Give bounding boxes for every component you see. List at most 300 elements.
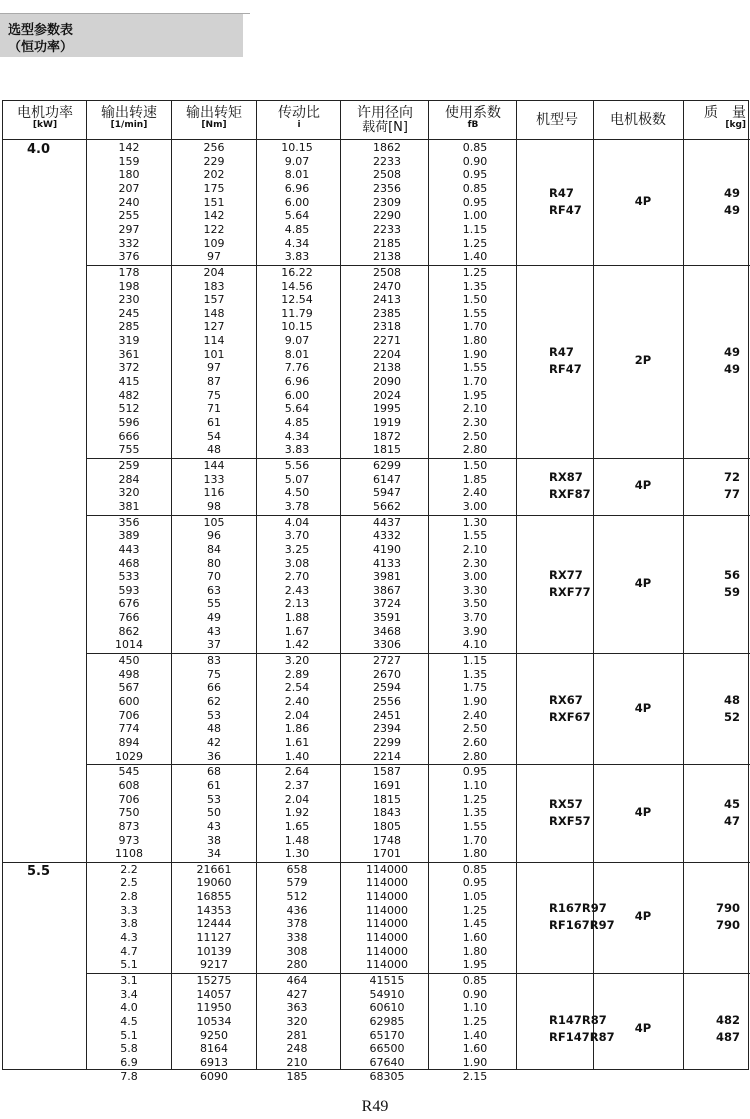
service-factor: 1.00 <box>462 209 488 223</box>
weight <box>690 1012 740 1046</box>
output-speed: 498 <box>118 667 140 681</box>
radial-load: 1815 <box>373 792 401 806</box>
output-torque: 256 <box>203 141 225 154</box>
output-torque: 49 <box>207 611 221 625</box>
radial-load: 1691 <box>373 778 401 792</box>
weight-line: 482 <box>715 1012 740 1027</box>
radial-load: 3724 <box>373 597 401 611</box>
output-speed: 255 <box>118 209 140 223</box>
radial-load: 1815 <box>373 443 401 457</box>
weight <box>690 185 740 219</box>
output-speed: 376 <box>118 250 140 264</box>
model-number <box>549 1012 615 1046</box>
output-torque: 15275 <box>196 974 232 987</box>
output-torque: 63 <box>207 583 221 597</box>
service-factor: 0.85 <box>462 141 488 154</box>
output-speed: 2.2 <box>120 862 138 876</box>
radial-load: 3468 <box>373 624 401 638</box>
service-factor: 1.35 <box>462 806 488 820</box>
output-speed: 766 <box>118 611 140 625</box>
weight <box>690 567 740 601</box>
service-factor: 1.50 <box>462 293 488 307</box>
output-torque: 61 <box>207 778 221 792</box>
ratio: 338 <box>286 931 308 945</box>
weight-line: 487 <box>715 1029 740 1044</box>
radial-load: 114000 <box>366 917 408 931</box>
motor-power: 5.5 <box>27 863 51 879</box>
column-header-unit: [Nm] <box>201 119 227 130</box>
output-speed: 2.8 <box>120 890 138 904</box>
service-factor: 1.90 <box>462 347 488 361</box>
radial-load: 67640 <box>369 1055 405 1069</box>
output-torque: 37 <box>207 638 221 652</box>
service-factor: 1.05 <box>462 890 488 904</box>
ratio: 4.34 <box>284 429 310 443</box>
radial-load: 1748 <box>373 833 401 847</box>
ratio: 2.37 <box>284 778 310 792</box>
ratio: 1.42 <box>284 638 310 652</box>
ratio: 579 <box>286 876 308 890</box>
radial-load: 2451 <box>373 708 401 722</box>
column-header-unit: fB <box>467 119 479 130</box>
output-speed: 567 <box>118 681 140 695</box>
ratio: 3.83 <box>284 443 310 457</box>
motor-poles: 4P <box>634 700 652 715</box>
ratio: 1.67 <box>284 624 310 638</box>
service-factor: 2.10 <box>462 542 488 556</box>
output-torque: 34 <box>207 847 221 861</box>
column-header <box>0 106 90 130</box>
ratio: 14.56 <box>281 279 313 293</box>
service-factor: 2.80 <box>462 443 488 457</box>
radial-load: 41515 <box>369 974 405 987</box>
section-title: 选型参数表 <box>8 23 74 38</box>
service-factor: 1.70 <box>462 375 488 389</box>
model-number-line: RXF67 <box>549 709 591 724</box>
service-factor: 1.15 <box>462 222 488 236</box>
service-factor: 2.50 <box>462 429 488 443</box>
model-number <box>549 344 582 378</box>
service-factor: 1.55 <box>462 529 488 543</box>
output-torque: 87 <box>207 375 221 389</box>
service-factor: 3.70 <box>462 611 488 625</box>
model-number-line: RX57 <box>549 797 583 812</box>
service-factor: 1.70 <box>462 320 488 334</box>
output-torque: 61 <box>207 416 221 429</box>
ratio: 320 <box>286 1014 308 1028</box>
ratio: 7.76 <box>284 361 310 375</box>
model-number-line: RF167R97 <box>549 918 615 933</box>
column-divider <box>340 101 341 1069</box>
radial-load: 2299 <box>373 735 401 749</box>
service-factor: 0.85 <box>462 862 488 876</box>
output-torque: 109 <box>203 236 225 250</box>
output-torque: 142 <box>203 209 225 223</box>
output-torque: 9250 <box>200 1028 228 1042</box>
ratio: 1.40 <box>284 749 310 763</box>
radial-load: 2508 <box>373 265 401 279</box>
radial-load: 2385 <box>373 306 401 320</box>
output-torque: 43 <box>207 624 221 638</box>
radial-load: 1872 <box>373 429 401 443</box>
column-divider <box>86 101 87 1069</box>
output-speed: 596 <box>118 416 140 429</box>
output-speed: 319 <box>118 334 140 348</box>
output-speed: 178 <box>118 265 140 279</box>
output-speed: 1108 <box>115 847 143 861</box>
weight <box>690 900 740 934</box>
service-factor: 2.30 <box>462 556 488 570</box>
output-speed: 450 <box>118 654 140 668</box>
radial-load: 2470 <box>373 279 401 293</box>
service-factor: 2.50 <box>462 722 488 736</box>
ratio: 4.85 <box>284 222 310 236</box>
output-torque: 83 <box>207 654 221 668</box>
output-torque: 55 <box>207 597 221 611</box>
output-torque: 14057 <box>196 987 232 1001</box>
output-torque: 43 <box>207 819 221 833</box>
selection-table <box>2 100 749 1083</box>
radial-load: 114000 <box>366 862 408 876</box>
column-header-label: 质 量 <box>704 105 746 121</box>
model-number <box>549 185 582 219</box>
output-torque: 71 <box>207 402 221 416</box>
ratio: 185 <box>286 1069 308 1083</box>
service-factor: 4.10 <box>462 638 488 652</box>
output-speed: 2.5 <box>120 876 138 890</box>
radial-load: 68305 <box>369 1069 405 1083</box>
radial-load: 2727 <box>373 654 401 668</box>
column-divider <box>171 101 172 1069</box>
service-factor: 2.60 <box>462 735 488 749</box>
radial-load: 62985 <box>369 1014 405 1028</box>
service-factor: 1.10 <box>462 1001 488 1015</box>
output-torque: 70 <box>207 570 221 584</box>
output-torque: 148 <box>203 306 225 320</box>
ratio: 6.96 <box>284 375 310 389</box>
model-number-line: RX87 <box>549 470 583 485</box>
service-factor: 0.95 <box>462 168 488 182</box>
ratio: 2.54 <box>284 681 310 695</box>
output-speed: 862 <box>118 624 140 638</box>
output-torque: 133 <box>203 472 225 486</box>
ratio: 4.50 <box>284 486 310 500</box>
output-torque: 10139 <box>196 944 232 958</box>
output-torque: 75 <box>207 667 221 681</box>
ratio: 1.92 <box>284 806 310 820</box>
service-factor: 1.30 <box>462 515 488 529</box>
output-torque: 84 <box>207 542 221 556</box>
service-factor: 2.10 <box>462 402 488 416</box>
service-factor: 1.55 <box>462 306 488 320</box>
output-torque: 8164 <box>200 1042 228 1056</box>
output-speed: 755 <box>118 443 140 457</box>
service-factor: 1.25 <box>462 792 488 806</box>
service-factor: 1.45 <box>462 917 488 931</box>
model-number <box>549 692 591 726</box>
output-torque: 62 <box>207 695 221 708</box>
output-speed: 332 <box>118 236 140 250</box>
service-factor: 0.95 <box>462 765 488 779</box>
motor-poles: 2P <box>634 353 652 368</box>
ratio: 5.64 <box>284 402 310 416</box>
weight <box>690 469 740 503</box>
ratio: 1.86 <box>284 722 310 736</box>
output-torque: 96 <box>207 529 221 543</box>
output-speed: 600 <box>118 695 140 708</box>
ratio: 363 <box>286 1001 308 1015</box>
radial-load: 2309 <box>373 195 401 209</box>
motor-poles: 4P <box>634 194 652 209</box>
weight <box>690 796 740 830</box>
output-torque: 66 <box>207 681 221 695</box>
radial-load: 4190 <box>373 542 401 556</box>
output-torque: 48 <box>207 722 221 736</box>
column-divider <box>516 101 517 1069</box>
radial-load: 6147 <box>373 472 401 486</box>
output-torque: 53 <box>207 708 221 722</box>
ratio: 1.61 <box>284 735 310 749</box>
output-speed: 4.7 <box>120 944 138 958</box>
radial-load: 66500 <box>369 1042 405 1056</box>
motor-poles: 4P <box>634 1020 652 1035</box>
ratio: 4.04 <box>284 515 310 529</box>
output-torque: 183 <box>203 279 225 293</box>
output-speed: 372 <box>118 361 140 375</box>
output-torque: 42 <box>207 735 221 749</box>
output-speed: 245 <box>118 306 140 320</box>
output-torque: 97 <box>207 250 221 264</box>
service-factor: 1.60 <box>462 1042 488 1056</box>
output-torque: 97 <box>207 361 221 375</box>
output-speed: 142 <box>118 141 140 154</box>
column-header-label: 许用径向 <box>357 105 413 121</box>
weight <box>690 344 740 378</box>
column-header-label: 传动比 <box>278 105 320 121</box>
output-torque: 122 <box>203 222 225 236</box>
ratio: 4.34 <box>284 236 310 250</box>
service-factor: 1.35 <box>462 279 488 293</box>
motor-poles: 4P <box>634 909 652 924</box>
output-speed: 5.8 <box>120 1042 138 1056</box>
radial-load: 3591 <box>373 611 401 625</box>
radial-load: 6299 <box>373 458 401 472</box>
radial-load: 114000 <box>366 876 408 890</box>
ratio: 6.96 <box>284 181 310 195</box>
ratio: 3.08 <box>284 556 310 570</box>
weight-line: 49 <box>723 186 740 201</box>
model-number-line: RF47 <box>549 203 582 218</box>
weight-line: 56 <box>723 567 740 582</box>
service-factor: 2.40 <box>462 486 488 500</box>
radial-load: 114000 <box>366 931 408 945</box>
ratio: 2.70 <box>284 570 310 584</box>
ratio: 5.07 <box>284 472 310 486</box>
output-torque: 6913 <box>200 1055 228 1069</box>
output-speed: 356 <box>118 515 140 529</box>
radial-load: 1701 <box>373 847 401 861</box>
radial-load: 2594 <box>373 681 401 695</box>
service-factor: 2.15 <box>462 1069 488 1083</box>
radial-load: 2090 <box>373 375 401 389</box>
weight-line: 77 <box>723 487 740 502</box>
radial-load: 2233 <box>373 154 401 168</box>
column-header-label: 使用系数 <box>445 105 501 121</box>
model-number-line: R167R97 <box>549 901 607 916</box>
weight-line: 45 <box>723 797 740 812</box>
motor-poles: 4P <box>634 478 652 493</box>
output-speed: 240 <box>118 195 140 209</box>
output-torque: 105 <box>203 515 225 529</box>
radial-load: 3981 <box>373 570 401 584</box>
ratio: 2.40 <box>284 695 310 708</box>
service-factor: 3.50 <box>462 597 488 611</box>
model-number-line: R147R87 <box>549 1012 607 1027</box>
output-speed: 512 <box>118 402 140 416</box>
service-factor: 1.25 <box>462 236 488 250</box>
radial-load: 114000 <box>366 958 408 972</box>
output-speed: 381 <box>118 499 140 513</box>
output-speed: 706 <box>118 792 140 806</box>
output-speed: 666 <box>118 429 140 443</box>
output-speed: 5.1 <box>120 1028 138 1042</box>
ratio: 378 <box>286 917 308 931</box>
output-speed: 415 <box>118 375 140 389</box>
ratio: 464 <box>286 974 308 987</box>
column-header <box>340 106 430 134</box>
weight-line: 52 <box>723 709 740 724</box>
service-factor: 2.30 <box>462 416 488 429</box>
service-factor: 1.60 <box>462 931 488 945</box>
output-speed: 207 <box>118 181 140 195</box>
output-speed: 7.8 <box>120 1069 138 1083</box>
radial-load: 2185 <box>373 236 401 250</box>
output-speed: 894 <box>118 735 140 749</box>
ratio: 5.56 <box>284 458 310 472</box>
ratio: 248 <box>286 1042 308 1056</box>
output-speed: 297 <box>118 222 140 236</box>
output-torque: 204 <box>203 265 225 279</box>
service-factor: 1.25 <box>462 903 488 917</box>
output-speed: 750 <box>118 806 140 820</box>
ratio: 8.01 <box>284 347 310 361</box>
radial-load: 2413 <box>373 293 401 307</box>
model-number-line: RXF87 <box>549 487 591 502</box>
radial-load: 3867 <box>373 583 401 597</box>
ratio: 2.13 <box>284 597 310 611</box>
ratio: 210 <box>286 1055 308 1069</box>
ratio: 6.00 <box>284 195 310 209</box>
radial-load: 1805 <box>373 819 401 833</box>
output-torque: 19060 <box>196 876 232 890</box>
service-factor: 0.95 <box>462 195 488 209</box>
service-factor: 2.80 <box>462 749 488 763</box>
column-header-unit: [kg] <box>725 119 746 130</box>
output-torque: 151 <box>203 195 225 209</box>
radial-load: 114000 <box>366 903 408 917</box>
column-header <box>656 106 746 130</box>
ratio: 512 <box>286 890 308 904</box>
ratio: 8.01 <box>284 168 310 182</box>
output-speed: 468 <box>118 556 140 570</box>
ratio: 12.54 <box>281 293 313 307</box>
service-factor: 1.40 <box>462 1028 488 1042</box>
service-factor: 1.85 <box>462 472 488 486</box>
output-speed: 320 <box>118 486 140 500</box>
output-speed: 3.3 <box>120 903 138 917</box>
section-subtitle: （恒功率） <box>8 40 74 55</box>
column-header <box>428 106 518 130</box>
weight-line: 47 <box>723 814 740 829</box>
column-divider <box>428 101 429 1069</box>
column-header <box>169 106 259 130</box>
output-speed: 198 <box>118 279 140 293</box>
output-torque: 16855 <box>196 890 232 904</box>
service-factor: 0.90 <box>462 987 488 1001</box>
output-speed: 5.1 <box>120 958 138 972</box>
ratio: 3.78 <box>284 499 310 513</box>
output-speed: 6.9 <box>120 1055 138 1069</box>
model-number-line: R47 <box>549 345 574 360</box>
output-speed: 285 <box>118 320 140 334</box>
model-number-line: RF147R87 <box>549 1029 615 1044</box>
output-speed: 180 <box>118 168 140 182</box>
model-number-line: RX77 <box>549 567 583 582</box>
output-speed: 284 <box>118 472 140 486</box>
radial-load: 2204 <box>373 347 401 361</box>
radial-load: 5662 <box>373 499 401 513</box>
service-factor: 1.90 <box>462 1055 488 1069</box>
output-torque: 36 <box>207 749 221 763</box>
ratio: 9.07 <box>284 334 310 348</box>
service-factor: 1.80 <box>462 847 488 861</box>
weight-line: 790 <box>715 901 740 916</box>
output-speed: 3.8 <box>120 917 138 931</box>
output-speed: 608 <box>118 778 140 792</box>
service-factor: 1.25 <box>462 265 488 279</box>
radial-load: 1862 <box>373 141 401 154</box>
output-torque: 9217 <box>200 958 228 972</box>
ratio: 281 <box>286 1028 308 1042</box>
radial-load: 5947 <box>373 486 401 500</box>
ratio: 1.65 <box>284 819 310 833</box>
ratio: 2.04 <box>284 708 310 722</box>
column-header <box>84 106 174 130</box>
radial-load: 2356 <box>373 181 401 195</box>
service-factor: 1.55 <box>462 361 488 375</box>
radial-load: 54910 <box>369 987 405 1001</box>
ratio: 4.85 <box>284 416 310 429</box>
column-header-label: 电机极数 <box>610 112 666 128</box>
page-number: R49 <box>361 1098 389 1115</box>
service-factor: 1.10 <box>462 778 488 792</box>
output-speed: 1014 <box>115 638 143 652</box>
model-number-line: RXF57 <box>549 814 591 829</box>
ratio: 10.15 <box>281 141 313 154</box>
ratio: 5.64 <box>284 209 310 223</box>
output-torque: 38 <box>207 833 221 847</box>
service-factor: 1.90 <box>462 695 488 708</box>
radial-load: 2214 <box>373 749 401 763</box>
weight-line: 72 <box>723 470 740 485</box>
output-speed: 545 <box>118 765 140 779</box>
column-header-unit: [kW] <box>32 119 58 130</box>
ratio: 280 <box>286 958 308 972</box>
radial-load: 2138 <box>373 250 401 264</box>
output-torque: 229 <box>203 154 225 168</box>
service-factor: 0.90 <box>462 154 488 168</box>
output-speed: 4.5 <box>120 1014 138 1028</box>
